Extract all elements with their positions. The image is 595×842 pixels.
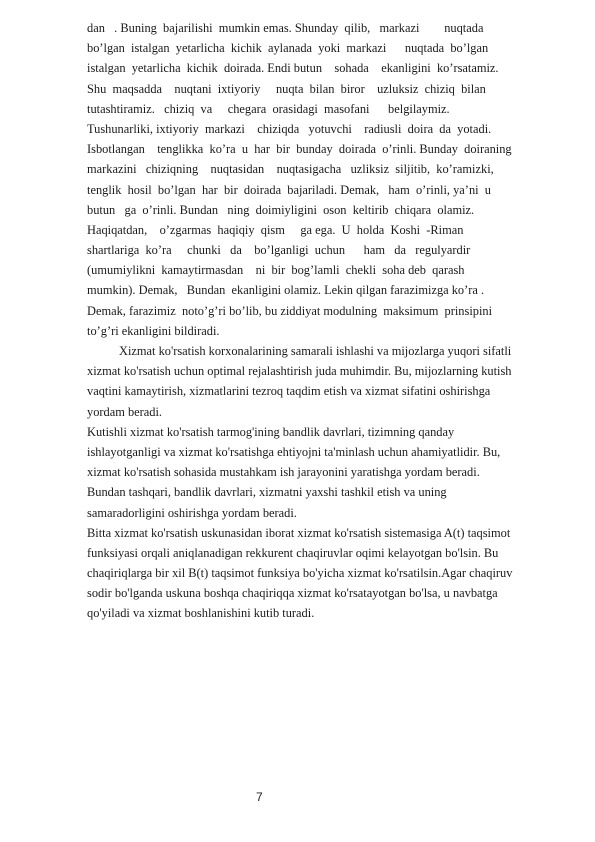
text-line: Shu maqsadda nuqtani ixtiyoriy nuqta bilan biror uzluksiz chiziq bilan [87,81,486,96]
text-line: sodir bo'lganda uskuna boshqa chaqiriqqa xizmat ko'rsatayotgan bo'lsa, u navbatga [87,586,498,601]
page-number: 7 [256,790,263,804]
text-line: Isbotlangan tenglikka ko’ra u har bir bunday doirada o’rinli. Bunday doiraning [87,142,512,157]
text-line: Bundan tashqari, bandlik davrlari, xizmatni yaxshi tashkil etish va uning [87,485,447,500]
text-line: Bitta xizmat ko'rsatish uskunasidan iborat xizmat ko'rsatish sistemasiga A(t) taqsimot [87,525,511,540]
text-line: Demak, farazimiz noto’g’ri bo’lib, bu ziddiyat modulning maksimum prinsipini [87,303,493,318]
text-line: xizmat ko'rsatish uchun optimal rejalashtirish juda muhimdir. Bu, mijozlarning kutish [87,364,512,379]
text-line: Haqiqatdan, o’zgarmas haqiqiy qism ga ega. U holda Koshi -Riman [87,222,464,237]
text-line: markazini chiziqning nuqtasidan nuqtasigacha uzliksiz siljitib, ko’ramizki, [87,162,494,177]
text-line: dan . Buning bajarilishi mumkin emas. Shunday qilib, markazi nuqtada [87,21,484,35]
text-line: vaqtini kamaytirish, xizmatlarini tezroq taqdim etish va xizmat sifatini oshirishga [87,384,491,399]
text-line: ishlayotganligi va xizmat ko'rsatishga ehtiyojni ta'minlash uchun ahamiyatlidir. Bu, [87,444,501,459]
text-line: samaradorligini oshirishga yordam beradi. [87,505,297,520]
paragraph-first-line: Xizmat ko'rsatish korxonalarining samarali ishlashi va mijozlarga yuqori sifatli [119,344,512,358]
text-line: istalgan yetarlicha kichik doirada. Endi butun sohada ekanligini ko’rsatamiz. [87,61,499,76]
text-line: tutashtiramiz. chiziq va chegara orasidagi masofani belgilaymiz. [87,101,450,116]
text-line: mumkin). Demak, Bundan ekanligini olamiz. Lekin qilgan farazimizga ko’ra . [87,283,485,298]
text-line: to’g’ri ekanligini bildiradi. [87,323,220,338]
text-line: xizmat ko'rsatish sohasida mustahkam ish jarayonini yaratishga yordam beradi. [87,465,480,480]
text-line: chaqiriqlarga bir xil B(t) taqsimot funksiya bo'yicha xizmat ko'rsatilsin.Agar chaqiruv [87,566,513,581]
text-line: Tushunarliki, ixtiyoriy markazi chiziqda yotuvchi radiusli doira da yotadi. [87,121,492,136]
text-line: shartlariga ko’ra chunki da bo’lganligi uchun ham da regulyardir [87,243,471,258]
text-line: qo'yiladi va xizmat boshlanishini kutib turadi. [87,606,315,621]
text-line: (umumiylikni kamaytirmasdan ni bir bog’lamli chekli soha deb qarash [87,263,465,278]
text-line: butun ga o’rinli. Bundan ning doimiyligini oson keltirib chiqara olamiz. [87,202,475,217]
text-line: yordam beradi. [87,404,163,419]
text-line: Kutishli xizmat ko'rsatish tarmog'ining bandlik davrlari, tizimning qanday [87,424,455,439]
text-line: funksiyasi orqali aniqlanadigan rekkurent chaqiruvlar oqimi kelayotgan bo'lsin. Bu [87,545,499,560]
text-line: bo’lgan istalgan yetarlicha kichik aylanada yoki markazi nuqtada bo’lgan [87,41,489,56]
body-text [87,18,571,624]
text-line: tenglik hosil bo’lgan har bir doirada bajariladi. Demak, ham o’rinli, ya’ni u [87,182,491,197]
